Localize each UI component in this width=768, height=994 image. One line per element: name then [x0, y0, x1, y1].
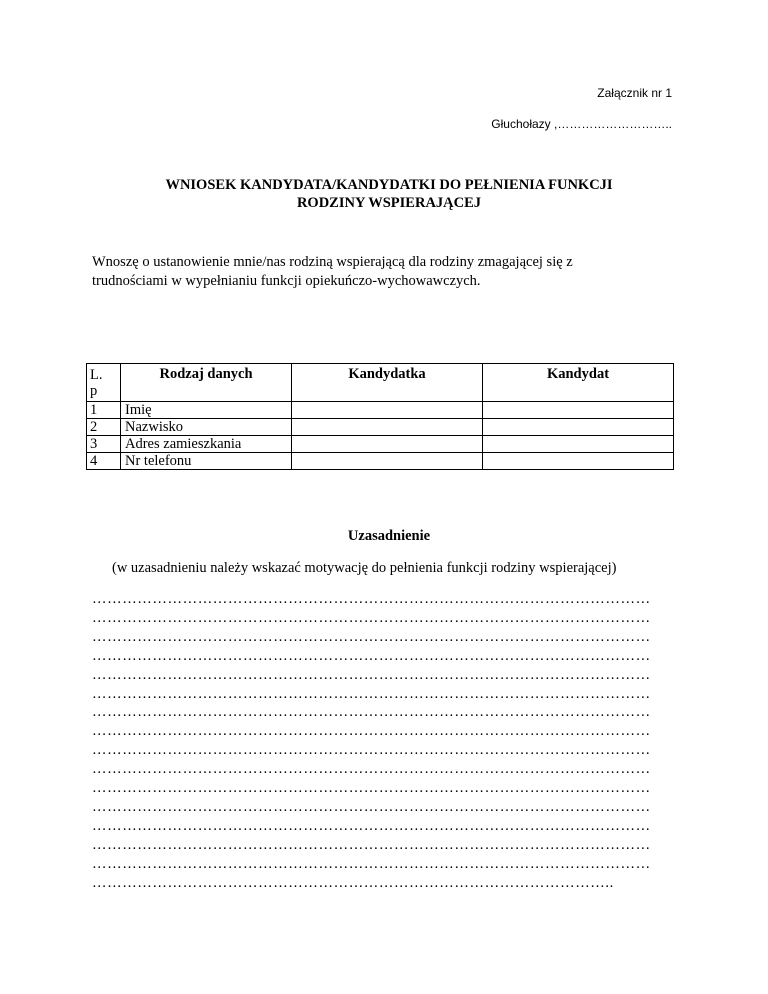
- candidate-m-header: Kandydat: [483, 364, 674, 402]
- dotted-line[interactable]: …………………………………………………………………………………………………: [92, 723, 651, 740]
- dotted-line[interactable]: …………………………………………………………………………………………………: [92, 855, 651, 872]
- candidate-m-cell[interactable]: [483, 419, 674, 436]
- candidate-m-cell[interactable]: [483, 436, 674, 453]
- row-label: Nr telefonu: [121, 453, 292, 470]
- attachment-number: Załącznik nr 1: [597, 86, 672, 100]
- table-row: [87, 402, 674, 419]
- title-line-1: WNIOSEK KANDYDATA/KANDYDATKI DO PEŁNIENIA FUNKCJI: [165, 177, 613, 193]
- dotted-line[interactable]: …………………………………………………………………………………………………: [92, 685, 651, 702]
- table-row: [87, 453, 674, 470]
- candidate-f-cell[interactable]: [292, 436, 483, 453]
- candidate-f-header: Kandydatka: [292, 364, 483, 402]
- candidate-m-cell[interactable]: [483, 402, 674, 419]
- data-type-header: Rodzaj danych: [121, 364, 292, 402]
- row-label: Nazwisko: [121, 419, 292, 436]
- dotted-line[interactable]: …………………………………………………………………………………………..: [92, 874, 614, 891]
- row-number: 3: [87, 436, 121, 453]
- table-row: [87, 419, 674, 436]
- dotted-line[interactable]: …………………………………………………………………………………………………: [92, 761, 651, 778]
- candidate-f-cell[interactable]: [292, 419, 483, 436]
- dotted-line[interactable]: …………………………………………………………………………………………………: [92, 609, 651, 626]
- lp-header-part-1: L.: [90, 367, 103, 383]
- lp-header-part-2: p: [90, 383, 98, 399]
- justification-hint: (w uzasadnieniu należy wskazać motywację do pełnienia funkcji rodziny wspierającej): [112, 560, 617, 576]
- row-number: 1: [87, 402, 121, 419]
- title-line-2: RODZINY WSPIERAJĄCEJ: [296, 195, 482, 211]
- candidate-f-cell[interactable]: [292, 453, 483, 470]
- document-title: [0, 176, 768, 212]
- dotted-line[interactable]: …………………………………………………………………………………………………: [92, 591, 651, 607]
- dotted-line[interactable]: …………………………………………………………………………………………………: [92, 780, 651, 797]
- justification-heading: Uzasadnienie: [347, 528, 431, 544]
- dotted-line[interactable]: …………………………………………………………………………………………………: [92, 666, 651, 683]
- dotted-line[interactable]: …………………………………………………………………………………………………: [92, 704, 651, 721]
- dotted-line[interactable]: …………………………………………………………………………………………………: [92, 817, 651, 834]
- row-number: 2: [87, 419, 121, 436]
- row-label: Adres zamieszkania: [121, 436, 292, 453]
- candidate-data-table: [86, 363, 674, 470]
- lp-header: [87, 364, 121, 402]
- intro-line-2: trudnościami w wypełnianiu funkcji opiekuńczo-wychowawczych.: [92, 273, 481, 289]
- row-label: Imię: [121, 402, 292, 419]
- table-header-row: [87, 364, 674, 402]
- intro-paragraph: [92, 253, 692, 291]
- dotted-line[interactable]: …………………………………………………………………………………………………: [92, 647, 651, 664]
- dotted-line[interactable]: …………………………………………………………………………………………………: [92, 742, 651, 759]
- intro-line-1: Wnoszę o ustanowienie mnie/nas rodziną wspierającą dla rodziny zmagającej się z: [92, 254, 573, 270]
- dotted-line[interactable]: …………………………………………………………………………………………………: [92, 836, 651, 853]
- candidate-f-cell[interactable]: [292, 402, 483, 419]
- place-date-field[interactable]: Głuchołazy ,………………………..: [491, 117, 672, 131]
- dotted-line[interactable]: …………………………………………………………………………………………………: [92, 628, 651, 645]
- candidate-m-cell[interactable]: [483, 453, 674, 470]
- row-number: 4: [87, 453, 121, 470]
- table-row: [87, 436, 674, 453]
- justification-lines[interactable]: [92, 590, 672, 893]
- dotted-line[interactable]: …………………………………………………………………………………………………: [92, 798, 651, 815]
